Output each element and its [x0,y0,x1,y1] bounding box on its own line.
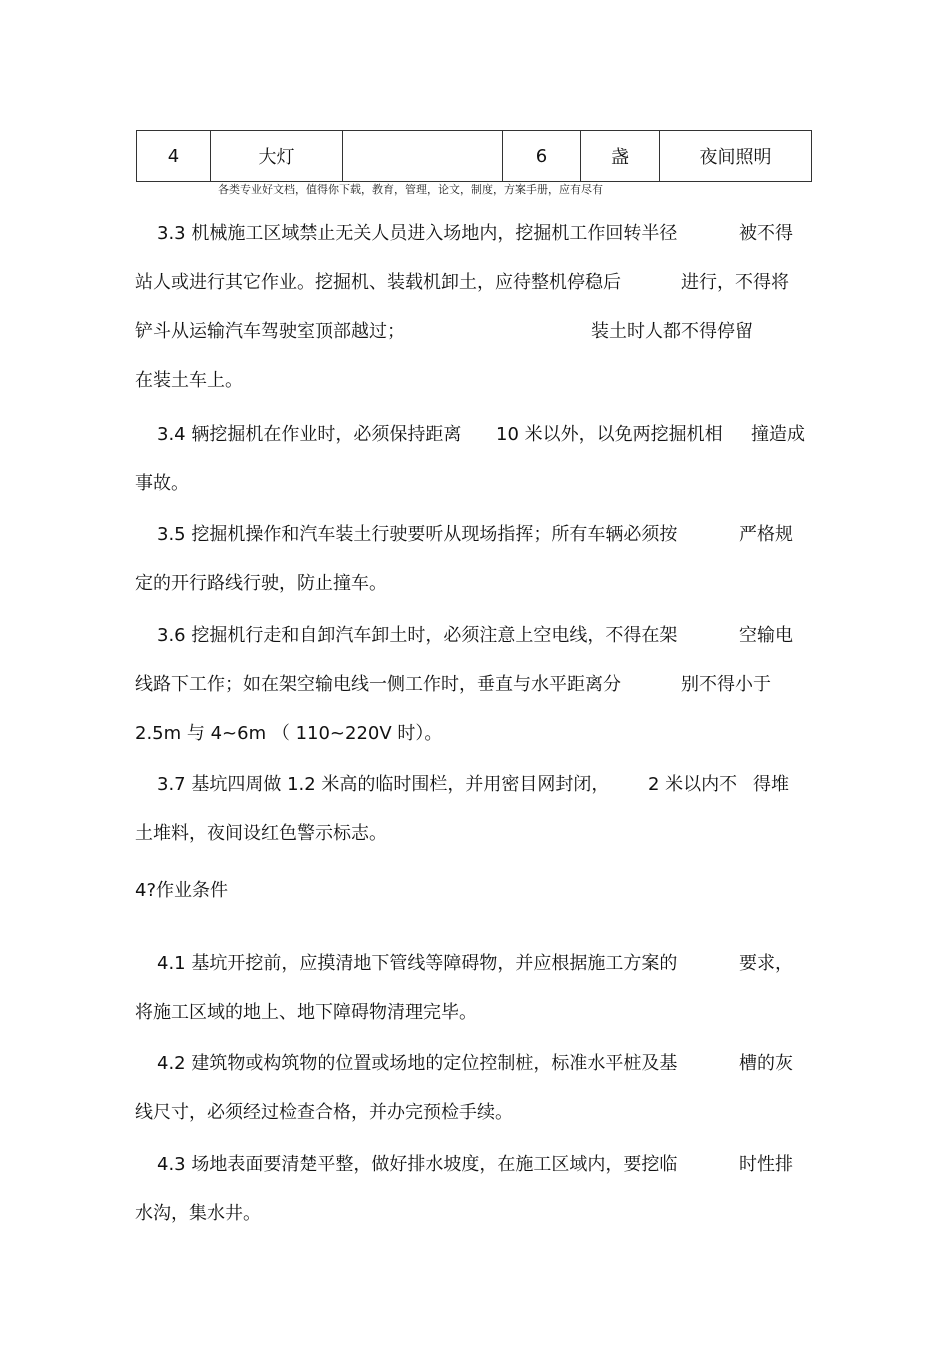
paragraph-line [135,1189,815,1238]
text-segment: 空输电 [739,625,793,646]
text-segment: 被不得 [739,223,793,244]
text-segment: 土堆料，夜间设红色警示标志。 [135,823,387,844]
text-segment: 线尺寸，必须经过检查合格，并办完预检手续。 [135,1102,513,1123]
paragraph-3-7 [135,760,815,858]
cell-qty: 6 [503,131,581,182]
text-segment: 定的开行路线行驶，防止撞车。 [135,573,387,594]
paragraph-line [135,209,815,258]
paragraph-line [135,988,815,1037]
cell-unit: 盏 [581,131,660,182]
section-heading: 4?作业条件 [135,880,229,901]
text-segment: 4.3 场地表面要清楚平整，做好排水坡度，在施工区域内，要挖临 [157,1154,678,1175]
paragraph-line [135,709,815,758]
paragraph-line [135,1039,815,1088]
equipment-table [136,130,812,182]
text-segment: 3.4 辆挖掘机在作业时，必须保持距离 [157,424,462,445]
text-segment: 撞造成 [751,424,805,445]
paragraph-line [135,459,815,508]
text-segment: 4.1 基坑开挖前，应摸清地下管线等障碍物，并应根据施工方案的 [157,953,678,974]
cell-spec [343,131,503,182]
paragraph-line [135,939,815,988]
text-segment: 3.7 基坑四周做 1.2 米高的临时围栏，并用密目网封闭， [157,774,610,795]
text-segment: 2 米以内不 [648,774,738,795]
text-segment: 将施工区域的地上、地下障碍物清理完毕。 [135,1002,477,1023]
paragraph-3-6 [135,611,815,758]
text-segment: 3.5 挖掘机操作和汽车装土行驶要听从现场指挥；所有车辆必须按 [157,524,678,545]
text-segment: 线路下工作；如在架空输电线一侧工作时，垂直与水平距离分 [135,674,621,695]
paragraph-3-3 [135,209,815,405]
text-segment: 2.5m 与 4~6m （ 110~220V 时）。 [135,723,443,744]
paragraph-line [135,258,815,307]
cell-no: 4 [137,131,211,182]
cell-use: 夜间照明 [660,131,812,182]
paragraph-line [135,410,815,459]
text-segment: 3.6 挖掘机行走和自卸汽车卸土时，必须注意上空电线，不得在架 [157,625,678,646]
text-segment: 要求， [739,953,793,974]
paragraph-line [135,611,815,660]
watermark-text: 各类专业好文档，值得你下载，教育，管理，论文，制度，方案手册，应有尽有 [218,183,603,196]
text-segment: 进行，不得将 [681,272,789,293]
text-segment: 10 米以外，以免两挖掘机相 [496,424,723,445]
paragraph-line [135,307,815,356]
paragraph-line [135,510,815,559]
text-segment: 4.2 建筑物或构筑物的位置或场地的定位控制桩，标准水平桩及基 [157,1053,678,1074]
text-segment: 得堆 [753,774,789,795]
text-segment: 时性排 [739,1154,793,1175]
text-segment: 在装土车上。 [135,370,243,391]
table-row [137,131,812,182]
paragraph-line [135,559,815,608]
text-segment: 铲斗从运输汽车驾驶室顶部越过； [135,321,405,342]
paragraph-line [135,760,815,809]
paragraph-3-4 [135,410,815,508]
paragraph-line [135,356,815,405]
paragraph-line [135,660,815,709]
paragraph-4-2 [135,1039,815,1137]
text-segment: 事故。 [135,473,189,494]
cell-name: 大灯 [211,131,343,182]
text-segment: 站人或进行其它作业。挖掘机、装载机卸土，应待整机停稳后 [135,272,621,293]
text-segment: 水沟，集水井。 [135,1203,261,1224]
paragraph-line [135,809,815,858]
text-segment: 装土时人都不得停留 [591,321,753,342]
text-segment: 3.3 机械施工区域禁止无关人员进入场地内，挖掘机工作回转半径 [157,223,678,244]
text-segment: 槽的灰 [739,1053,793,1074]
text-segment: 别不得小于 [681,674,771,695]
paragraph-line [135,1140,815,1189]
paragraph-3-5 [135,510,815,608]
paragraph-4-3 [135,1140,815,1238]
text-segment: 严格规 [739,524,793,545]
paragraph-4-1 [135,939,815,1037]
paragraph-line [135,1088,815,1137]
